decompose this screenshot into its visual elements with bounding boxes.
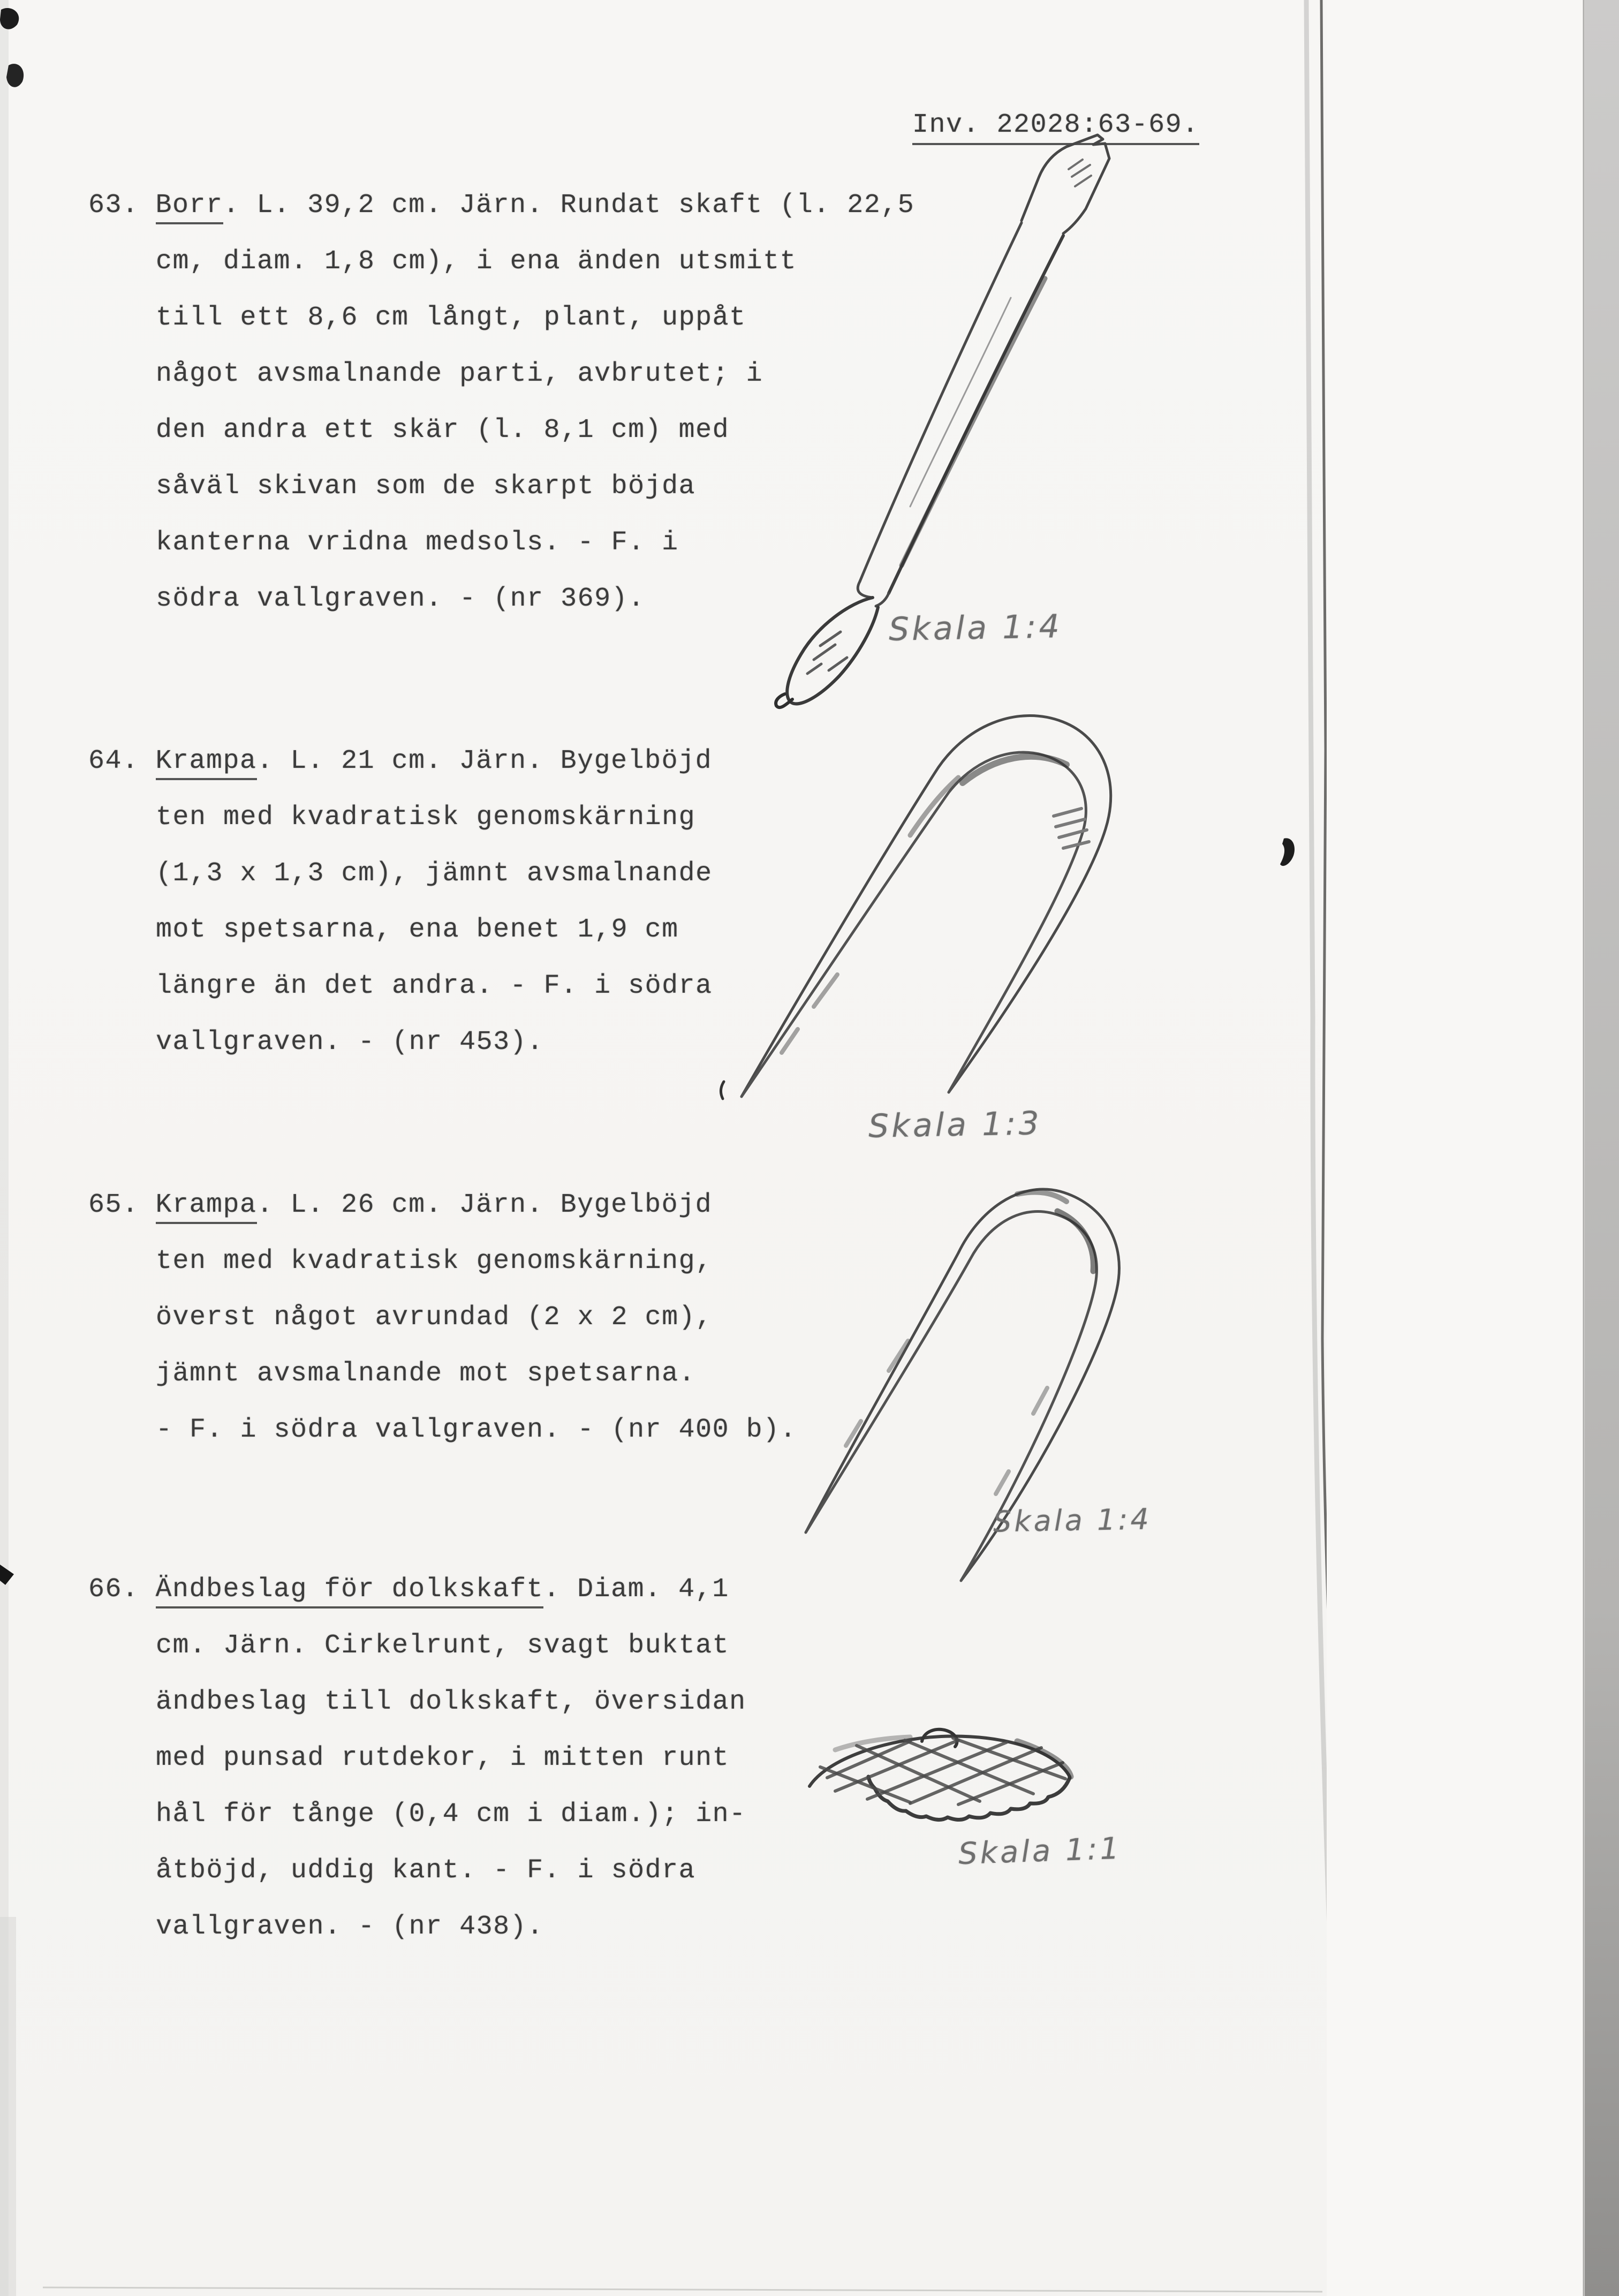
entry-term: Krampa: [156, 746, 257, 780]
entry-line: cm. Järn. Cirkelrunt, svagt buktat: [156, 1630, 730, 1661]
entry-line: åtböjd, uddig kant. - F. i södra: [156, 1855, 696, 1886]
entry-line: vallgraven. - (nr 453).: [156, 1027, 544, 1058]
entry-line: såväl skivan som de skarpt böjda: [156, 471, 696, 502]
page-edge-line-dark: [1321, 0, 1360, 2296]
entry-line: ten med kvadratisk genomskärning,: [156, 1246, 713, 1277]
entry-line: med punsad rutdekor, i mitten runt: [156, 1743, 730, 1773]
entry-line: vallgraven. - (nr 438).: [156, 1912, 544, 1942]
entry-line: något avsmalnande parti, avbrutet; i: [156, 359, 763, 389]
ink-comma-right-margin: [1280, 838, 1295, 866]
entry-number: 63.: [88, 190, 139, 221]
entry-line: - F. i södra vallgraven. - (nr 400 b).: [156, 1415, 797, 1445]
left-edge-streak: [0, 0, 9, 2296]
entry-line: längre än det andra. - F. i södra: [156, 971, 713, 1001]
entry-text: . L. 26 cm. Järn. Bygelböjd: [256, 1190, 713, 1220]
entry-number: 65.: [88, 1190, 139, 1220]
ink-blot-top-left-2: [6, 64, 24, 87]
scale-label: Skala 1:4: [888, 608, 1063, 648]
entry-line: [88, 190, 914, 223]
entry-line: ändbeslag till dolkskaft, översidan: [156, 1687, 746, 1717]
ink-blot-top-left: [0, 8, 19, 29]
scale-label: Skala 1:4: [993, 1502, 1152, 1539]
entry-term: Borr: [156, 190, 223, 224]
entry-number: 66.: [88, 1574, 139, 1605]
entry-text: . L. 39,2 cm. Järn. Rundat skaft (l. 22,5: [223, 190, 915, 221]
entry-line: kanterna vridna medsols. - F. i: [156, 527, 679, 558]
entry-line: ten med kvadratisk genomskärning: [156, 802, 696, 833]
entry-term: Krampa: [156, 1190, 257, 1224]
scanner-edge-band: [1585, 0, 1619, 2296]
entry-line: [88, 746, 712, 779]
entry-term: Ändbeslag för dolkskaft: [156, 1574, 544, 1608]
entry-line: [88, 1574, 729, 1607]
figure-krampa-21cm-sketch: [712, 691, 1140, 1124]
entry-text: . Diam. 4,1: [543, 1574, 729, 1605]
entry-line: överst något avrundad (2 x 2 cm),: [156, 1302, 713, 1333]
entry-line: den andra ett skär (l. 8,1 cm) med: [156, 415, 730, 445]
inventory-header: [845, 79, 1199, 171]
ink-mark-left-edge: [0, 1565, 14, 1585]
entry-line: södra vallgraven. - (nr 369).: [156, 584, 645, 614]
entry-line: jämnt avsmalnande mot spetsarna.: [156, 1358, 696, 1389]
entry-line: [88, 1190, 712, 1223]
entry-line: hål för tånge (0,4 cm i diam.); in-: [156, 1799, 746, 1830]
entry-text: . L. 21 cm. Järn. Bygelböjd: [256, 746, 713, 776]
entry-number: 64.: [88, 746, 139, 776]
page-edge-line-bottom: [1379, 2024, 1390, 2296]
entry-line: mot spetsarna, ena benet 1,9 cm: [156, 915, 679, 945]
bottom-edge-line: [43, 2287, 1322, 2292]
scale-label: Skala 1:1: [957, 1831, 1123, 1872]
entry-line: (1,3 x 1,3 cm), jämnt avsmalnande: [156, 858, 713, 889]
page-edge-line-light: [1306, 0, 1342, 2296]
entry-line: till ett 8,6 cm långt, plant, uppåt: [156, 303, 746, 333]
entry-line: cm, diam. 1,8 cm), i ena änden utsmitt: [156, 246, 797, 277]
scale-label: Skala 1:3: [868, 1105, 1042, 1145]
inventory-number: Inv. 22028:63-69.: [912, 110, 1199, 145]
